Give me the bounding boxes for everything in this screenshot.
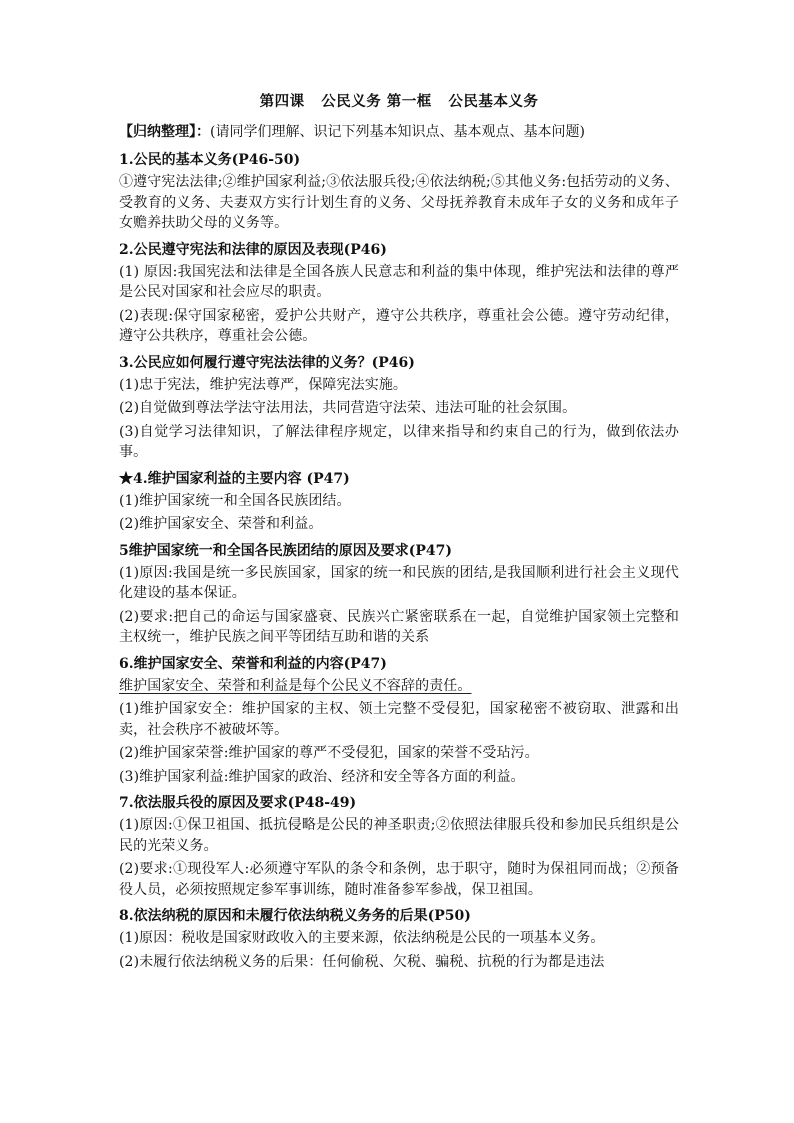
paragraph: (2)要求:①现役军人:必须遵守军队的条令和条例，忠于职守，随时为保祖同而战；②预备役人员，必须按照规定参军事训练，随时准备参军参战，保卫祖国。 bbox=[119, 861, 679, 898]
paragraph: (1)维护国家统一和全国各民族团结。 bbox=[119, 492, 351, 509]
section-6 bbox=[119, 654, 679, 788]
paragraph: (3)自觉学习法律知识，了解法律程序规定，以律来指导和约束自己的行为，做到依法办事。 bbox=[119, 423, 679, 460]
section-heading: 7.依法服兵役的原因及要求(P48-49) bbox=[119, 795, 357, 811]
section-4 bbox=[119, 469, 679, 535]
section-2 bbox=[119, 240, 679, 347]
intro-lead: 【归纳整理】： bbox=[119, 124, 210, 140]
page-title: 第四课 公民义务 第一框 公民基本义务 bbox=[259, 93, 539, 110]
paragraph: (2)未履行依法纳税义务的后果：任何偷税、欠税、骗税、抗税的行为都是违法 bbox=[119, 953, 605, 970]
paragraph: (2)自觉做到尊法学法守法用法，共同营造守法荣、违法可耻的社会氛围。 bbox=[119, 400, 577, 416]
section-heading: 5维护国家统一和全国各民族团结的原因及要求(P47) bbox=[119, 542, 452, 559]
paragraph: (2)要求:把自己的命运与国家盛衰、民族兴亡紧密联系在一起，自觉维护国家领土完整和主权统一，维护民族之间平等团结互助和谐的关系 bbox=[119, 608, 679, 645]
section-7 bbox=[119, 793, 679, 900]
section-8 bbox=[119, 906, 679, 972]
paragraph: (1)原因:①保卫祖国、抵抗侵略是公民的神圣职责;②依照法律服兵役和参加民兵组织是公民的光荣义务。 bbox=[119, 817, 679, 854]
paragraph: 维护国家安全、荣誉和利益是每个公民义不容辞的责任。 bbox=[119, 677, 472, 694]
section-heading: 6.维护国家安全、荣誉和利益的内容(P47) bbox=[119, 655, 387, 672]
section-heading: 8.依法纳税的原因和未履行依法纳税义务务的后果(P50) bbox=[119, 908, 471, 924]
document-page bbox=[119, 92, 679, 975]
section-heading: ★4.维护国家利益的主要内容 (P47) bbox=[119, 470, 350, 487]
section-3 bbox=[119, 353, 679, 463]
paragraph: (3)维护国家利益:维护国家的政治、经济和安全等各方面的利益。 bbox=[119, 768, 525, 785]
paragraph: (2)表现:保守国家秘密，爱护公共财产，遵守公共秩序，尊重社会公德。遵守劳动纪律，遵守公共秩序，尊重社会公德。 bbox=[119, 307, 679, 344]
section-heading: 1.公民的基本义务(P46-50) bbox=[119, 152, 301, 168]
paragraph: (1)原因：税收是国家财政收入的主要来源，依法纳税是公民的一项基本义务。 bbox=[119, 930, 605, 946]
paragraph: ①遵守宪法法律;②维护国家利益;③依法服兵役;④依法纳税;⑤其他义务:包括劳动的义务、受教育的义务、夫妻双方实行计划生育的义务、父母抚养教育未成年子女的义务和成年子女赡养扶助父母的义务等。 bbox=[119, 174, 679, 231]
section-5 bbox=[119, 541, 679, 648]
paragraph: (2)维护国家安全、荣誉和利益。 bbox=[119, 516, 323, 532]
section-heading: 3.公民应如何履行遵守宪法法律的义务？(P46) bbox=[119, 354, 415, 371]
paragraph: (2)维护国家荣誉:维护国家的尊严不受侵犯，国家的荣誉不受玷污。 bbox=[119, 745, 539, 761]
paragraph: (1) 原因:我国宪法和法律是全国各族人民意志和利益的集中体现，维护宪法和法律的尊严是公民对国家和社会应尽的职责。 bbox=[119, 263, 679, 300]
intro-text: (请同学们理解、识记下列基本知识点、基本观点、基本问题) bbox=[210, 124, 585, 140]
section-heading: 2.公民遵守宪法和法律的原因及表现(P46) bbox=[119, 241, 387, 258]
intro-line bbox=[119, 122, 679, 142]
paragraph: (1)维护国家安全：维护国家的主权、领土完整不受侵犯，国家秘密不被窃取、泄露和出卖，社会秩序不被破坏等。 bbox=[119, 701, 679, 738]
paragraph: (1)忠于宪法，维护宪法尊严，保障宪法实施。 bbox=[119, 376, 408, 393]
paragraph: (1)原因:我国是统一多民族国家，国家的统一和民族的团结,是我国顺利进行社会主义现代化建设的基本保证。 bbox=[119, 564, 679, 601]
section-1 bbox=[119, 150, 679, 234]
